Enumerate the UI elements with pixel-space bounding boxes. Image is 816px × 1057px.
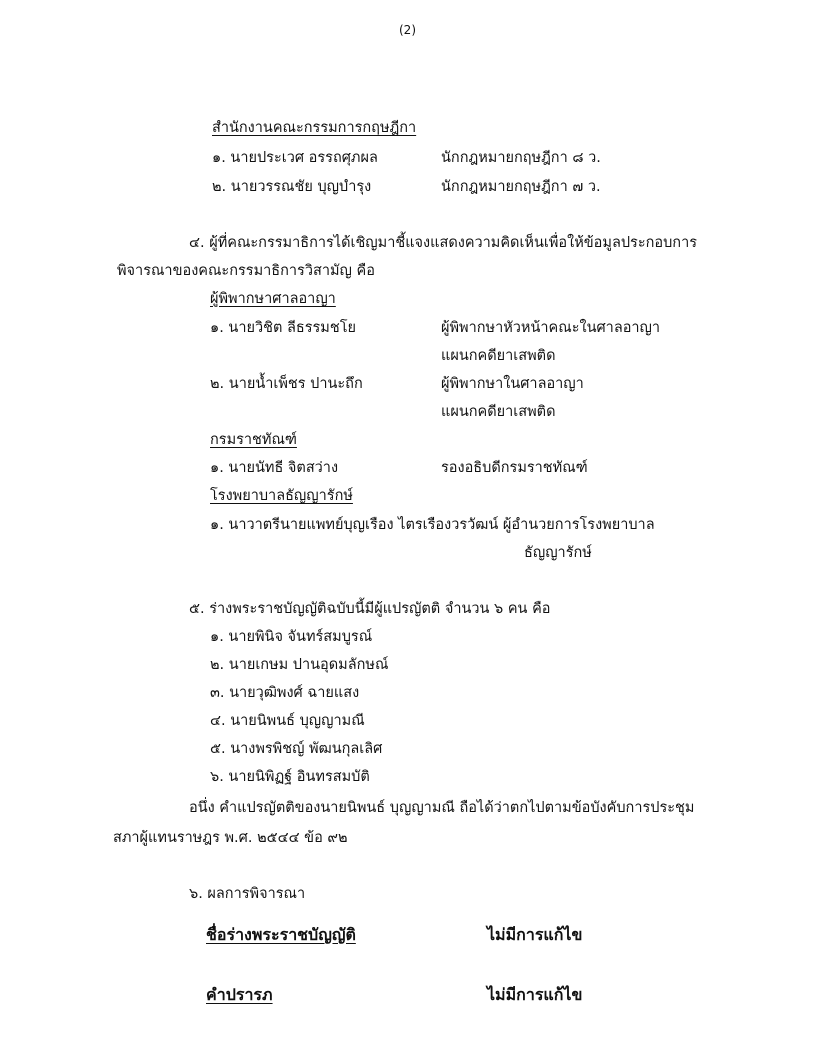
judge-name: ๑. นายวิชิต ลีธรรมชโย: [210, 320, 356, 336]
office-member-name: ๑. นายประเวศ อรรถศุภผล: [212, 150, 378, 166]
result-value: ไม่มีการแก้ไข: [487, 985, 583, 1004]
result-label: ชื่อร่างพระราชบัญญัติ: [206, 925, 356, 944]
office-member-name: ๒. นายวรรณชัย บุญบำรุง: [212, 179, 372, 195]
hospital-member-line1: ๑. นาวาตรีนายแพทย์บุญเรือง ไตรเรืองวรวัฒน์ ผู้อำนวยการโรงพยาบาล: [210, 517, 655, 533]
office-heading: สำนักงานคณะกรรมการกฤษฎีกา: [212, 120, 417, 136]
corrections-member-position: รองอธิบดีกรมราชทัณฑ์: [441, 460, 588, 476]
corrections-member-name: ๑. นายนัทธี จิตสว่าง: [210, 460, 339, 476]
section4-paragraph-line1: ๔. ผู้ที่คณะกรรมาธิการได้เชิญมาชี้แจงแสดงความคิดเห็นเพื่อให้ข้อมูลประกอบการ: [189, 235, 698, 251]
page-number: (2): [399, 23, 416, 37]
result-value: ไม่มีการแก้ไข: [487, 925, 583, 944]
amendment-member: ๒. นายเกษม ปานอุดมลักษณ์: [210, 657, 389, 673]
section6-heading: ๖. ผลการพิจารณา: [189, 886, 306, 902]
result-label: คำปรารภ: [206, 985, 273, 1004]
section5-heading: ๕. ร่างพระราชบัญญัติฉบับนี้มีผู้แปรญัตติ จำนวน ๖ คน คือ: [189, 601, 551, 617]
judge-position-dept: แผนกคดียาเสพติด: [441, 404, 556, 420]
corrections-heading: กรมราชทัณฑ์: [210, 432, 297, 448]
judges-heading: ผู้พิพากษาศาลอาญา: [210, 291, 336, 307]
section4-paragraph-line2: พิจารณาของคณะกรรมาธิการวิสามัญ คือ: [117, 263, 375, 279]
amendment-member: ๖. นายนิพิฏฐ์ อินทรสมบัติ: [210, 769, 370, 785]
section5-note-line1: อนึ่ง คำแปรญัตติของนายนิพนธ์ บุญญามณี ถือได้ว่าตกไปตามข้อบังคับการประชุม: [189, 800, 695, 816]
amendment-member: ๓. นายวุฒิพงศ์ ฉายแสง: [210, 685, 360, 701]
amendment-member: ๑. นายพินิจ จันทร์สมบูรณ์: [210, 629, 373, 645]
amendment-member: ๕. นางพรพิชญ์ พัฒนกุลเลิศ: [210, 741, 383, 757]
hospital-member-line2: ธัญญารักษ์: [524, 545, 592, 561]
judge-position-dept: แผนกคดียาเสพติด: [441, 348, 556, 364]
office-member-position: นักกฎหมายกฤษฎีกา ๗ ว.: [441, 179, 601, 195]
hospital-heading: โรงพยาบาลธัญญารักษ์: [210, 488, 353, 504]
amendment-member: ๔. นายนิพนธ์ บุญญามณี: [210, 713, 365, 729]
judge-name: ๒. นายน้ำเพ็ชร ปานะถึก: [210, 376, 363, 392]
office-member-position: นักกฎหมายกฤษฎีกา ๘ ว.: [441, 150, 601, 166]
section5-note-line2: สภาผู้แทนราษฎร พ.ศ. ๒๕๔๔ ข้อ ๙๒: [113, 830, 348, 846]
judge-position: ผู้พิพากษาในศาลอาญา: [441, 376, 584, 392]
judge-position: ผู้พิพากษาหัวหน้าคณะในศาลอาญา: [441, 320, 661, 336]
